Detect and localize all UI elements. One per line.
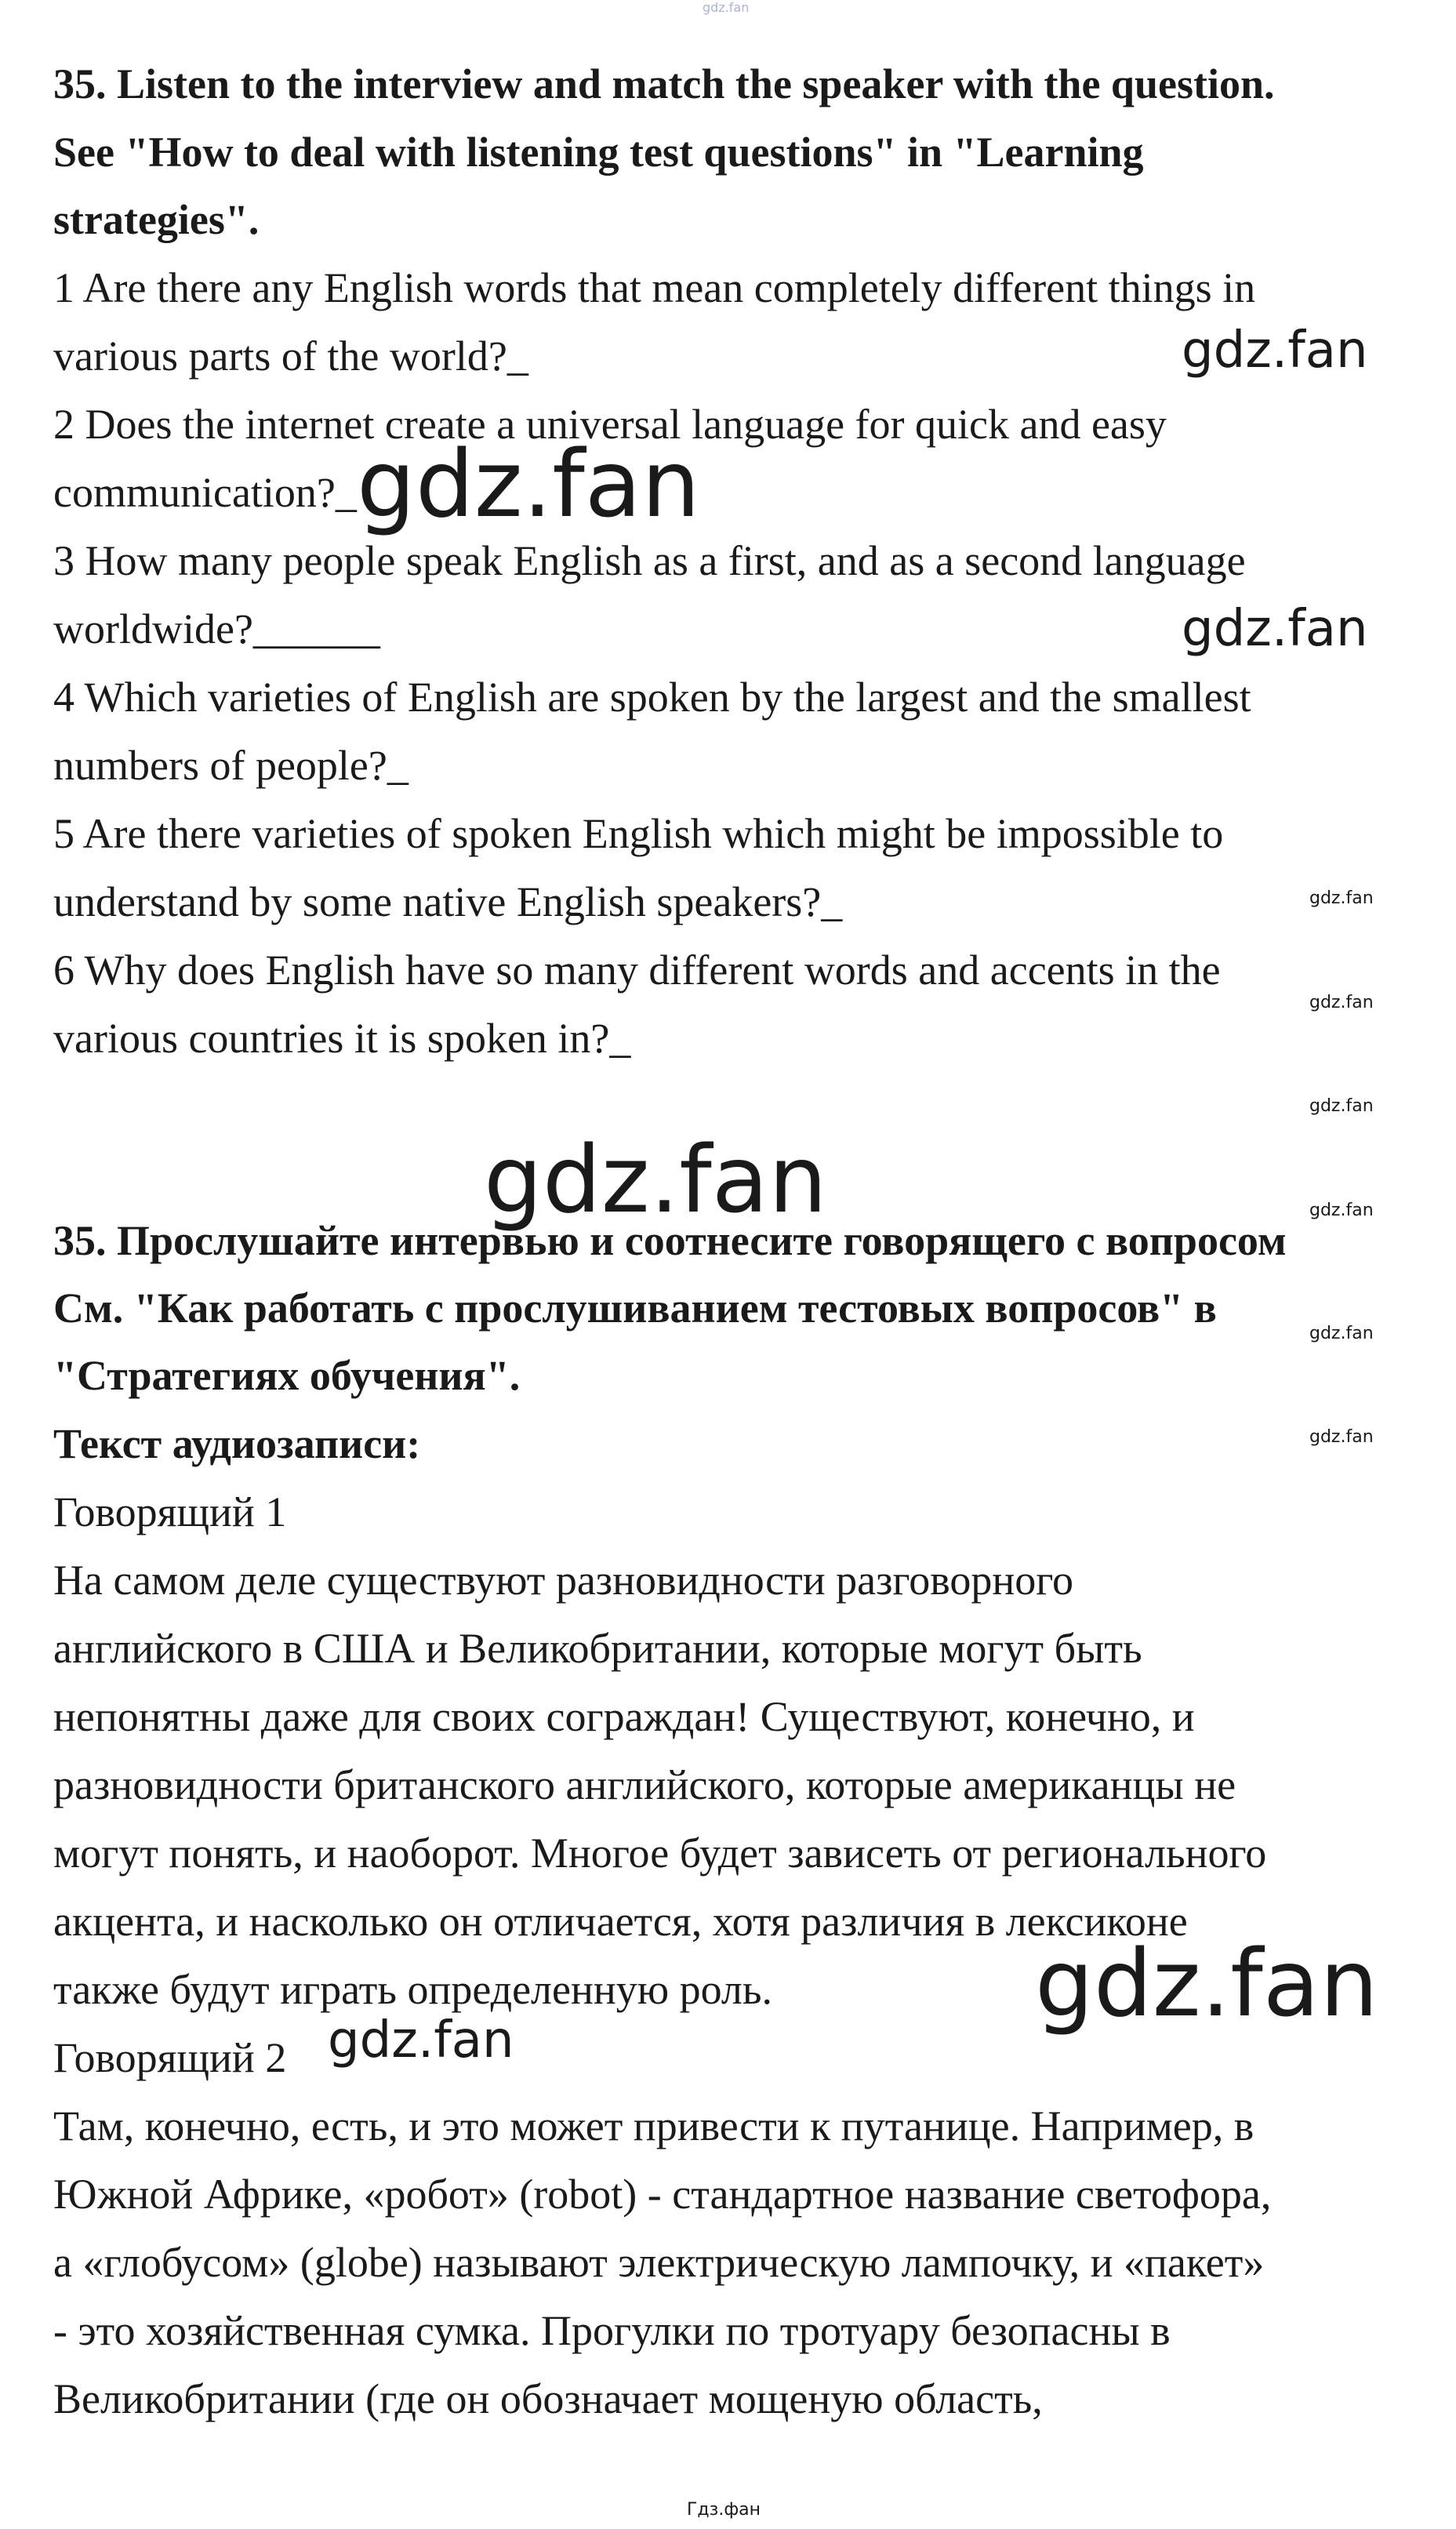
watermark-small-2: gdz.fan bbox=[1309, 993, 1374, 1012]
watermark-footer: Гдз.фан bbox=[687, 2500, 761, 2520]
russian-heading-line-2: См. "Как работать с прослушиванием тестовых вопросов" в bbox=[53, 1284, 1217, 1332]
speaker-2-text-line-5: Великобритании (где он обозначает мощеную область, bbox=[53, 2375, 1043, 2422]
english-heading-line-2: See "How to deal with listening test questions" in "Learning bbox=[53, 129, 1144, 176]
question-1-line-2: various parts of the world?_ bbox=[53, 332, 528, 380]
watermark-top: gdz.fan bbox=[703, 0, 750, 15]
speaker-1-text-line-7: также будут играть определенную роль. bbox=[53, 1966, 772, 2013]
speaker-2-label: Говорящий 2 bbox=[53, 2034, 287, 2081]
watermark-small-3: gdz.fan bbox=[1309, 1096, 1374, 1116]
question-6-line-2: various countries it is spoken in?_ bbox=[53, 1015, 631, 1062]
english-heading-line-1: 35. Listen to the interview and match the speaker with the question. bbox=[53, 60, 1275, 107]
speaker-2-text-line-4: - это хозяйственная сумка. Прогулки по тротуару безопасны в bbox=[53, 2307, 1171, 2354]
watermark-mid-3: gdz.fan bbox=[328, 2011, 514, 2069]
speaker-1-text-line-1: На самом деле существуют разновидности разговорного bbox=[53, 1557, 1074, 1604]
question-3-line-2: worldwide?______ bbox=[53, 605, 380, 652]
watermark-small-6: gdz.fan bbox=[1309, 1427, 1374, 1447]
speaker-2-text-line-3: а «глобусом» (globe) называют электрическую лампочку, и «пакет» bbox=[53, 2239, 1265, 2286]
russian-heading-line-1: 35. Прослушайте интервью и соотнесите говорящего с вопросом bbox=[53, 1217, 1287, 1264]
watermark-small-4: gdz.fan bbox=[1309, 1201, 1374, 1220]
watermark-mid-2: gdz.fan bbox=[1182, 600, 1368, 658]
speaker-1-text-line-2: английского в США и Великобритании, которые могут быть bbox=[53, 1625, 1142, 1672]
speaker-1-text-line-3: непонятны даже для своих сограждан! Существуют, конечно, и bbox=[53, 1693, 1195, 1740]
watermark-small-1: gdz.fan bbox=[1309, 888, 1374, 908]
watermark-big-3: gdz.fan bbox=[1035, 1929, 1378, 2037]
question-5-line-2: understand by some native English speakers?_ bbox=[53, 878, 843, 925]
watermark-small-5: gdz.fan bbox=[1309, 1324, 1374, 1343]
question-1-line-1: 1 Are there any English words that mean completely different things in bbox=[53, 264, 1256, 311]
speaker-2-text-line-2: Южной Африке, «робот» (robot) - стандартное название светофора, bbox=[53, 2171, 1272, 2218]
question-6-line-1: 6 Why does English have so many different words and accents in the bbox=[53, 947, 1221, 994]
speaker-1-text-line-4: разновидности британского английского, которые американцы не bbox=[53, 1761, 1236, 1808]
question-5-line-1: 5 Are there varieties of spoken English which might be impossible to bbox=[53, 810, 1224, 857]
russian-heading-line-3: "Стратегиях обучения". bbox=[53, 1352, 521, 1399]
english-heading-line-3: strategies". bbox=[53, 196, 260, 243]
speaker-2-text-line-1: Там, конечно, есть, и это может привести к путанице. Например, в bbox=[53, 2102, 1254, 2149]
watermark-big-1: gdz.fan bbox=[357, 430, 700, 538]
speaker-1-text-line-5: могут понять, и наоборот. Многое будет зависеть от регионального bbox=[53, 1830, 1267, 1877]
question-2-line-2: communication?_ bbox=[53, 469, 357, 516]
question-4-line-1: 4 Which varieties of English are spoken by the largest and the smallest bbox=[53, 674, 1251, 721]
question-3-line-1: 3 How many people speak English as a first, and as a second language bbox=[53, 537, 1246, 584]
watermark-mid-1: gdz.fan bbox=[1182, 322, 1368, 380]
transcript-title: Текст аудиозаписи: bbox=[53, 1420, 421, 1467]
speaker-1-text-line-6: акцента, и насколько он отличается, хотя различия в лексиконе bbox=[53, 1898, 1188, 1945]
watermark-big-2: gdz.fan bbox=[484, 1125, 827, 1234]
speaker-1-label: Говорящий 1 bbox=[53, 1488, 287, 1535]
question-2-line-1: 2 Does the internet create a universal language for quick and easy bbox=[53, 401, 1167, 448]
question-4-line-2: numbers of people?_ bbox=[53, 742, 408, 789]
